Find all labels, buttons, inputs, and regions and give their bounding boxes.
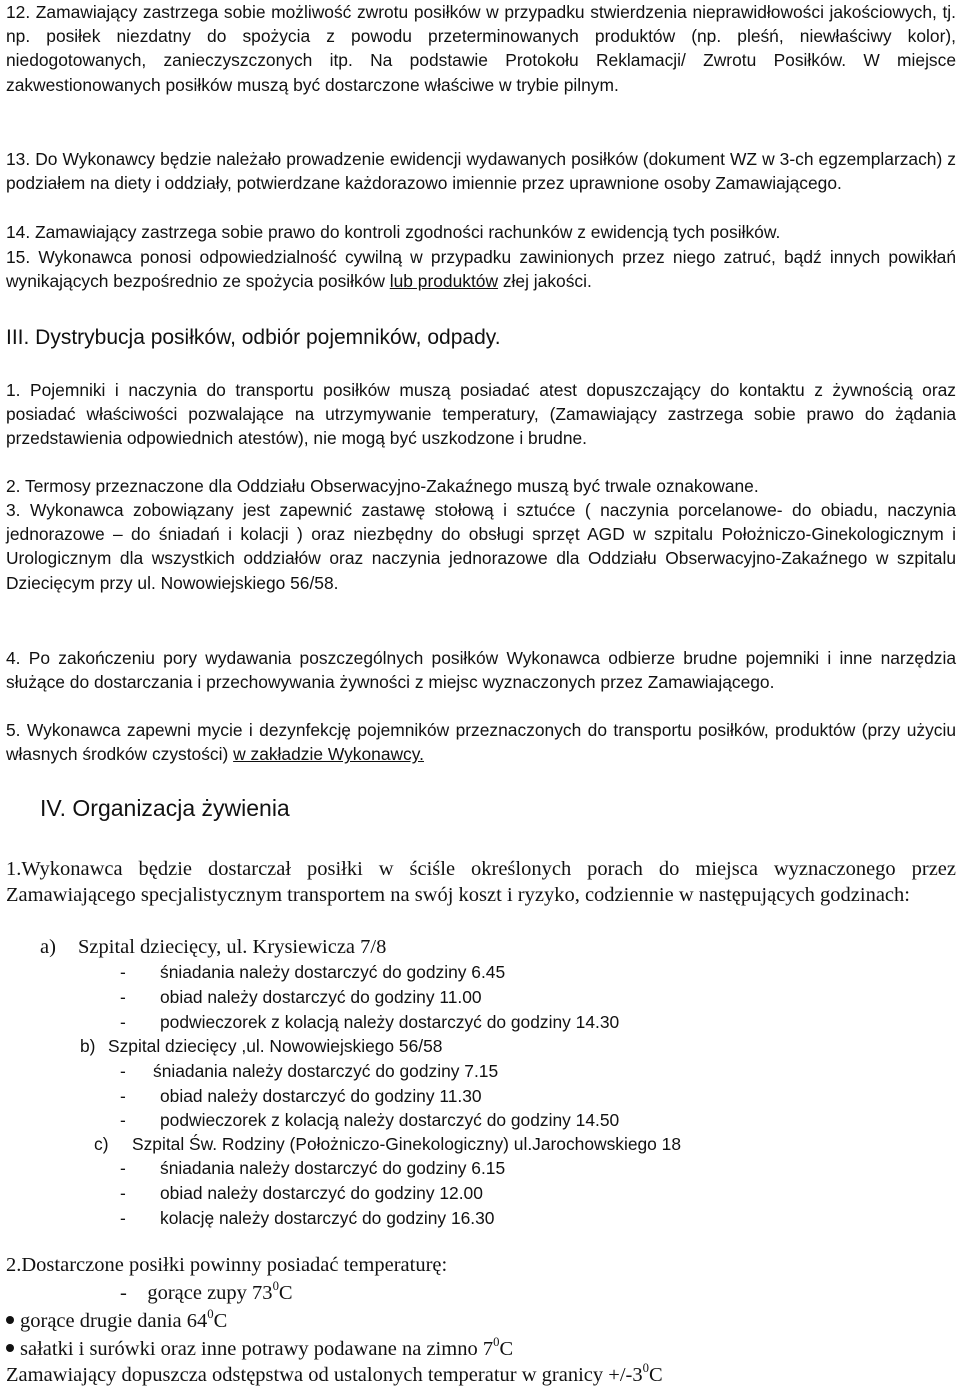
list-dash: - bbox=[120, 1086, 126, 1106]
section-4-item-2: 2.Dostarczone posiłki powinny posiadać temperaturę: bbox=[6, 1254, 448, 1276]
list-dash: - bbox=[120, 962, 126, 982]
temp-soup bbox=[120, 1278, 293, 1305]
paragraph-15-underlined: lub produktów bbox=[389, 271, 499, 292]
list-item: kolację należy dostarczyć do godziny 16.30 bbox=[160, 1208, 495, 1228]
list-item: obiad należy dostarczyć do godziny 11.30 bbox=[160, 1086, 482, 1106]
paragraph-12: 12. Zamawiający zastrzega sobie możliwość zwrotu posiłków w przypadku stwierdzenia nieprawidłowości jakościowych, tj. np. posiłek niezdatny do spożycia z powodu przeterminowanych produktów (np. pleśń, niewłaściwy kolor), niedogotowanych, zanieczyszczonych itp. Na podstawie Protokołu Reklamacji/ Zwrotu Posiłków. W miejsce zakwestionowanych posiłków muszą być dostarczone właściwe w trybie pilnym. bbox=[6, 2, 956, 95]
list-c-label: c) bbox=[94, 1134, 109, 1154]
list-a-title: Szpital dziecięcy, ul. Krysiewicza 7/8 bbox=[78, 936, 387, 958]
paragraph-15 bbox=[6, 245, 956, 293]
unit-c: C bbox=[213, 1310, 228, 1332]
dash-marker: - bbox=[120, 1282, 127, 1304]
list-item: śniadania należy dostarczyć do godziny 6.45 bbox=[160, 962, 506, 982]
bullet-icon bbox=[6, 1344, 14, 1352]
section-3-item-3: 3. Wykonawca zobowiązany jest zapewnić zastawę stołową i sztućce ( naczynia porcelanowe- do obiadu, naczynia jednorazowe – do śniadań i kolacji ) oraz niezbędny do obsługi sprzęt AGD w szpitalu Położniczo-Ginekologicznym i Urologicznym dla wszystkich oddziałów oraz naczynia jednorazowe dla Oddziału Obserwacyjno-Zakaźnego w szpitalu Dziecięcym przy ul. Nowowiejskiego 56/58. bbox=[6, 500, 956, 593]
list-b-label: b) bbox=[80, 1036, 96, 1056]
list-dash: - bbox=[120, 1208, 126, 1228]
list-a-label: a) bbox=[40, 936, 56, 958]
list-item: podwieczorek z kolacją należy dostarczyć do godziny 14.30 bbox=[160, 1012, 620, 1032]
temp-tolerance-text: Zamawiający dopuszcza odstępstwa od ustalonych temperatur w granicy +/-3 bbox=[6, 1364, 643, 1386]
section-3-item-5-text: 5. Wykonawca zapewni mycie i dezynfekcję pojemników przeznaczonych do transportu posiłków, produktów (przy użyciu własnych środków czystości) bbox=[6, 720, 956, 765]
list-item: obiad należy dostarczyć do godziny 11.00 bbox=[160, 987, 482, 1007]
temp-dishes-text: gorące drugie dania 64 bbox=[20, 1310, 208, 1332]
temp-dishes bbox=[6, 1306, 228, 1333]
paragraph-13: 13. Do Wykonawcy będzie należało prowadzenie ewidencji wydawanych posiłków (dokument WZ w 3-ch egzemplarzach) z podziałem na diety i oddziały, potwierdzane każdorazowo imiennie przez uprawnione osoby Zamawiającego. bbox=[6, 149, 956, 194]
list-dash: - bbox=[120, 1061, 126, 1081]
degree-mark: 0 bbox=[642, 1360, 649, 1375]
degree-mark: 0 bbox=[207, 1306, 214, 1321]
degree-mark: 0 bbox=[272, 1278, 279, 1293]
list-c-title: Szpital Św. Rodziny (Położniczo-Ginekologiczny) ul.Jarochowskiego 18 bbox=[132, 1134, 682, 1154]
section-4-item-1: 1.Wykonawca będzie dostarczał posiłki w ściśle określonych porach do miejsca wyznaczonego przez Zamawiającego specjalistycznym transportem na swój koszt i ryzyko, codziennie w następujących godzinach: bbox=[6, 858, 956, 906]
section-3-item-5-underlined: w zakładzie Wykonawcy. bbox=[233, 744, 424, 765]
list-dash: - bbox=[120, 1012, 126, 1032]
list-item: śniadania należy dostarczyć do godziny 6.15 bbox=[160, 1158, 506, 1178]
unit-c: C bbox=[278, 1282, 293, 1304]
section-4-title: IV. Organizacja żywienia bbox=[40, 795, 290, 821]
paragraph-15-end: złej jakości. bbox=[498, 271, 592, 292]
temp-soup-text: gorące zupy 73 bbox=[147, 1282, 273, 1304]
list-dash: - bbox=[120, 1158, 126, 1178]
list-item: podwieczorek z kolacją należy dostarczyć do godziny 14.50 bbox=[160, 1110, 620, 1130]
list-dash: - bbox=[120, 987, 126, 1007]
temp-salads bbox=[6, 1334, 514, 1361]
section-3-item-1: 1. Pojemniki i naczynia do transportu posiłków muszą posiadać atest dopuszczający do kontaktu z żywnością oraz posiadać właściwości pozwalające na utrzymywanie temperatury, (Zamawiający zastrzega sobie prawo do żądania przedstawienia odpowiednich atestów), nie mogą być uszkodzone i brudne. bbox=[6, 380, 956, 449]
list-item: obiad należy dostarczyć do godziny 12.00 bbox=[160, 1183, 483, 1203]
list-b-title: Szpital dziecięcy ,ul. Nowowiejskiego 56/58 bbox=[108, 1036, 443, 1056]
paragraph-14: 14. Zamawiający zastrzega sobie prawo do kontroli zgodności rachunków z ewidencją tych posiłków. bbox=[6, 222, 781, 242]
unit-c: C bbox=[499, 1338, 514, 1360]
section-3-item-4: 4. Po zakończeniu pory wydawania poszczególnych posiłków Wykonawca odbierze brudne pojemniki i inne narzędzia służące do dostarczania i przechowywania żywności z miejsc wyznaczonych przez Zamawiającego. bbox=[6, 648, 956, 693]
temp-salads-text: sałatki i surówki oraz inne potrawy podawane na zimno 7 bbox=[20, 1338, 494, 1360]
paragraph-15-text: 15. Wykonawca ponosi odpowiedzialność cywilną w przypadku zawinionych przez niego zatruć, bądź innych powikłań wynikających bezpośrednio ze spożycia posiłków bbox=[6, 247, 956, 292]
temp-tolerance bbox=[6, 1360, 663, 1387]
section-3-item-5 bbox=[6, 718, 956, 766]
section-3-item-2: 2. Termosy przeznaczone dla Oddziału Obserwacyjno-Zakaźnego muszą być trwale oznakowane. bbox=[6, 476, 759, 496]
list-dash: - bbox=[120, 1110, 126, 1130]
list-item: śniadania należy dostarczyć do godziny 7.15 bbox=[153, 1061, 499, 1081]
section-3-title: III. Dystrybucja posiłków, odbiór pojemników, odpady. bbox=[6, 326, 501, 349]
bullet-icon bbox=[6, 1316, 14, 1324]
list-dash: - bbox=[120, 1183, 126, 1203]
unit-c: C bbox=[648, 1364, 663, 1386]
degree-mark: 0 bbox=[493, 1334, 500, 1349]
